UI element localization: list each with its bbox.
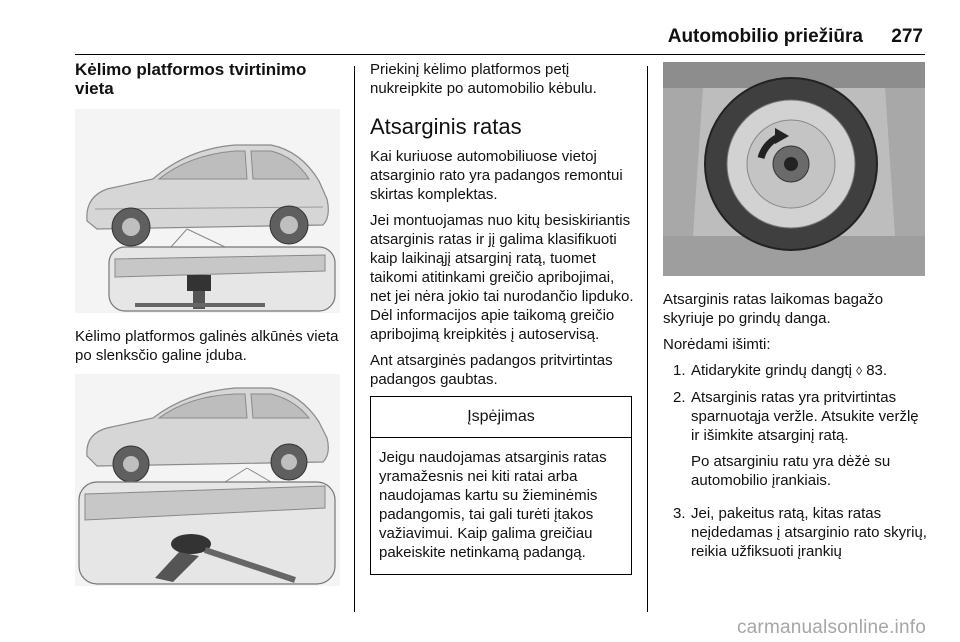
column-divider xyxy=(354,66,355,612)
removal-steps xyxy=(663,361,928,561)
step-number: 3. xyxy=(673,505,686,522)
paragraph: Ant atsarginės padangos pritvirtintas padangos gaubtas. xyxy=(370,352,613,388)
paragraph: Kai kuriuose automobiliuose vietoj atsarginio rato yra padangos remontui skirtas komplektas. xyxy=(370,148,623,203)
step-number: 2. xyxy=(673,389,686,406)
list-item xyxy=(663,361,928,381)
spare-wheel-illustration xyxy=(663,62,925,276)
lift-point-heading: Kėlimo platformos tvirtinimo vieta xyxy=(75,60,307,98)
intro-paragraph: Priekinį kėlimo platformos petį nukreipkite po automobilio kėbulu. xyxy=(370,61,597,97)
paragraph: Jei montuojamas nuo kitų besiskiriantis atsarginis ratas ir jį galima klasifikuoti kaip laikinąjį atsarginį ratą, tuomet taikomi atitinkami greičio apribojimai, net jei nėra jokio tai nurodančio lipduko. Dėl informacijos apie taikomą greičio apribojimą kreipkitės į autoservisą. xyxy=(370,212,634,343)
step-text: Atidarykite grindų dangtį xyxy=(691,362,852,379)
page-reference-link[interactable]: 83. xyxy=(866,362,888,379)
step-number: 1. xyxy=(673,362,686,379)
list-item xyxy=(663,504,928,561)
car-lift-point-rear-illustration xyxy=(75,374,340,586)
column-divider xyxy=(647,66,648,612)
step-text: Jei, pakeitus ratą, kitas ratas neįdedamas į atsarginio rato skyrių, reikia užfiksuoti įrankių xyxy=(691,505,927,560)
step-subtext: Po atsarginiu ratu yra dėžė su automobilio įrankiais. xyxy=(691,453,891,489)
column-2 xyxy=(370,60,635,575)
reference-arrow-icon: ◊ xyxy=(856,364,863,378)
column-1 xyxy=(75,58,345,586)
warning-box xyxy=(370,396,632,575)
step-text: Atsarginis ratas yra pritvirtintas sparnuotąja veržle. Atsukite veržlę ir išimkite atsarginį ratą. xyxy=(691,389,919,444)
watermark: carmanualsonline.info xyxy=(736,617,926,638)
car-lift-point-front-illustration xyxy=(75,109,340,313)
page-header xyxy=(75,0,925,55)
section-title: Atsarginis ratas xyxy=(370,114,522,139)
column-3 xyxy=(663,62,928,568)
figure1-caption: Kėlimo platformos galinės alkūnės vieta po slenksčio galine įduba. xyxy=(75,328,339,364)
page-number: 277 xyxy=(891,26,923,47)
warning-title: Įspėjimas xyxy=(371,397,631,438)
spare-wheel-caption: Atsarginis ratas laikomas bagažo skyriuje po grindų danga. xyxy=(663,291,884,327)
header-title: Automobilio priežiūra xyxy=(667,26,863,47)
removal-label: Norėdami išimti: xyxy=(663,336,771,353)
list-item xyxy=(663,388,928,497)
warning-body: Jeigu naudojamas atsarginis ratas yramažesnis nei kiti ratai arba naudojamas kartu su žieminėmis padangomis, tai gali turėti įtakos važiavimui. Kaip galima greičiau pakeiskite netinkamą padangą. xyxy=(379,449,607,561)
